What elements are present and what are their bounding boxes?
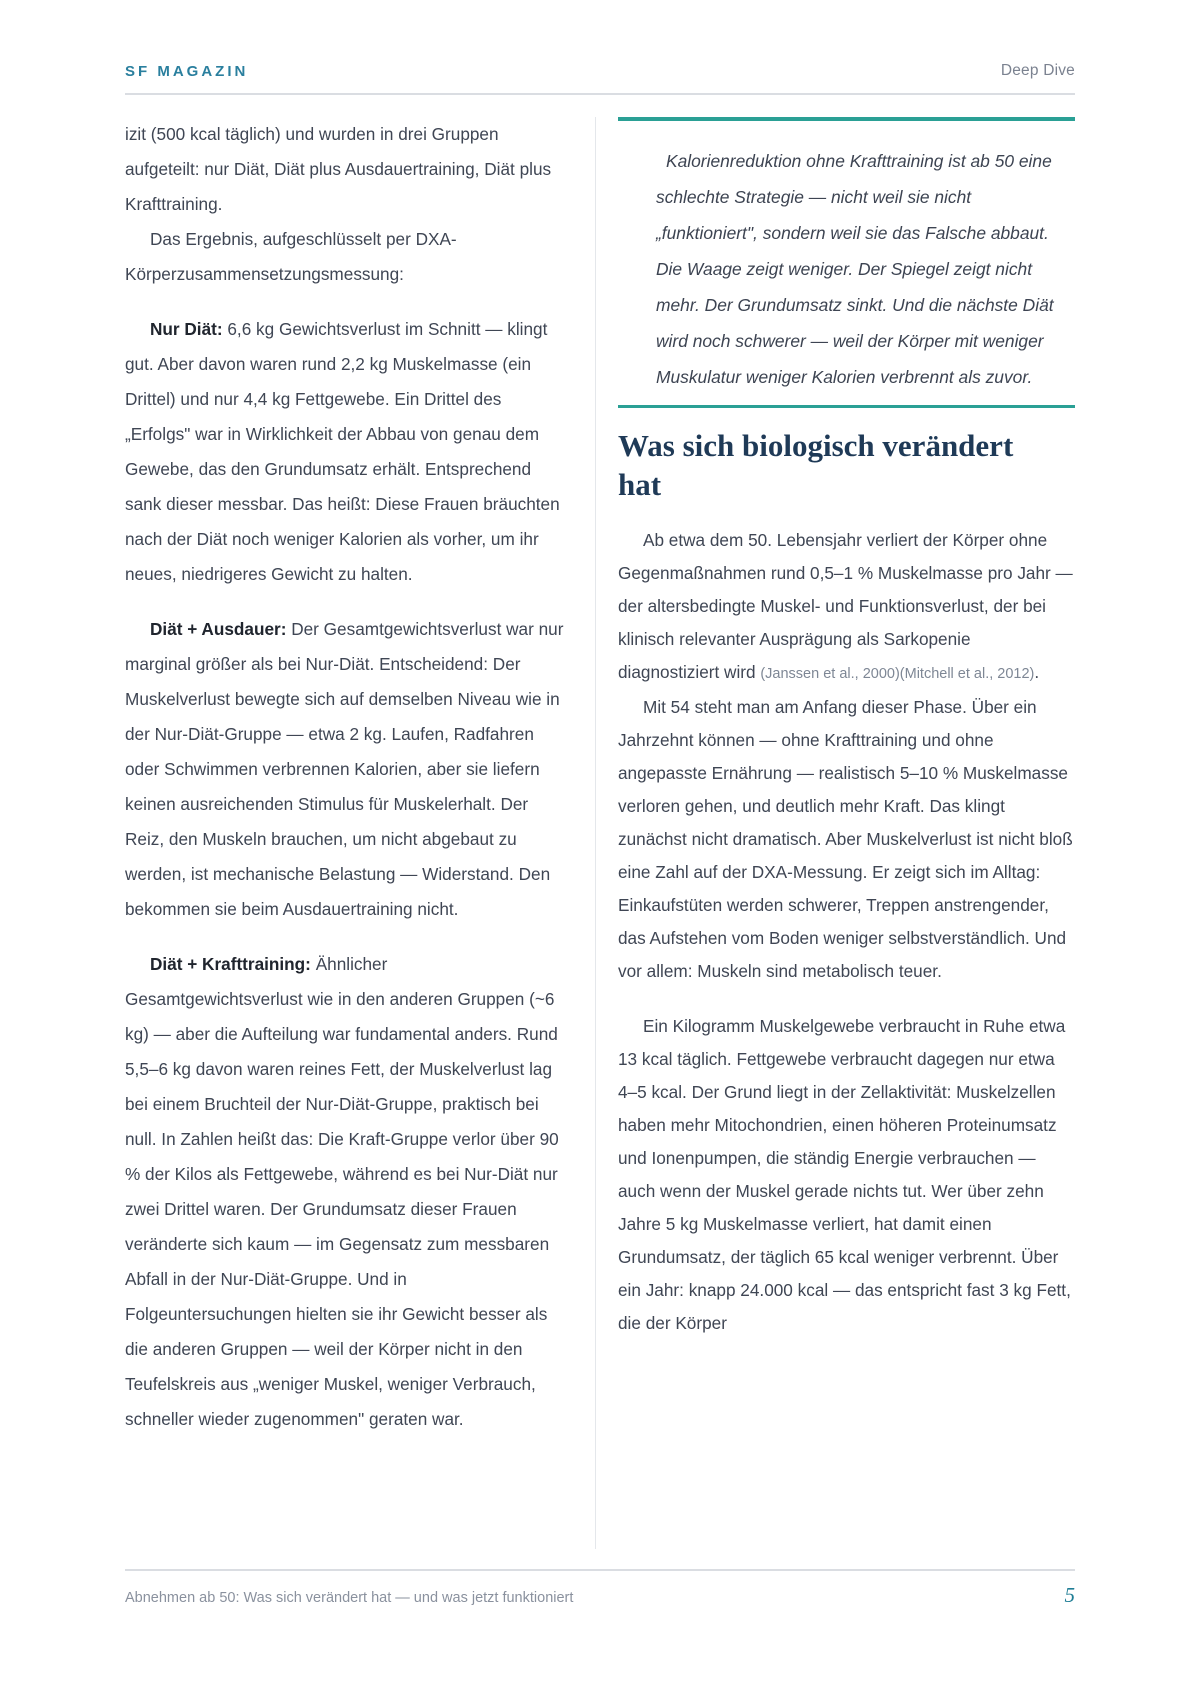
paragraph-lead-diaet-krafttraining: Diät + Krafttraining: — [150, 954, 311, 974]
body-paragraph: Mit 54 steht man am Anfang dieser Phase. Über ein Jahrzehnt können — ohne Krafttraining und ohne angepasste Ernährung — realistisch 5–10 % Muskelmasse verloren gehen, und deutlich mehr Kraft. Das klingt zunächst nicht dramatisch. Aber Muskelverlust ist nicht bloß eine Zahl auf der DXA-Messung. Er zeigt sich im Alltag: Einkaufstüten werden schwerer, Treppen anstrengender, das Aufstehen vom Boden weniger selbstverständlich. Und vor allem: Muskeln sind metabolisch teuer. — [618, 697, 1073, 981]
article-columns — [125, 117, 1075, 1549]
paragraph-text: Ab etwa dem 50. Lebensjahr verliert der Körper ohne Gegenmaßnahmen rund 0,5–1 % Muskelmasse pro Jahr — der altersbedingte Muskel- und Funktionsverlust, der bei klinisch relevanter Ausprägung als Sarkopenie diagnostiziert wird — [618, 530, 1073, 682]
body-paragraph — [618, 524, 1075, 691]
paragraph-lead-diaet-ausdauer: Diät + Ausdauer: — [150, 619, 287, 639]
page-footer — [125, 1569, 1075, 1608]
page-number: 5 — [1064, 1583, 1075, 1607]
pull-quote — [618, 117, 1075, 408]
body-paragraph — [125, 312, 565, 592]
body-paragraph — [125, 947, 565, 1437]
pull-quote-text: Kalorienreduktion ohne Krafttraining ist ab 50 eine schlechte Strategie — nicht weil sie nicht „funktioniert", sondern weil sie das Falsche abbaut. Die Waage zeigt weniger. Der Spiegel zeigt nicht mehr. Der Grundumsatz sinkt. Und die nächste Diät wird noch schwerer — weil der Körper mit weniger Muskulatur weniger Kalorien verbrennt als zuvor. — [656, 151, 1054, 387]
page-header — [125, 0, 1075, 95]
body-paragraph: Das Ergebnis, aufgeschlüsselt per DXA-Körperzusammensetzungsmessung: — [125, 229, 457, 284]
footer-article-title: Abnehmen ab 50: Was sich verändert hat — und was jetzt funktioniert — [125, 1590, 574, 1606]
body-paragraph: Ein Kilogramm Muskelgewebe verbraucht in Ruhe etwa 13 kcal täglich. Fettgewebe verbraucht dagegen nur etwa 4–5 kcal. Der Grund liegt in der Zellaktivität: Muskelzellen haben mehr Mitochondrien, einen höheren Proteinumsatz und Ionenpumpen, die ständig Energie verbrauchen — auch wenn der Muskel gerade nichts tut. Wer über zehn Jahre 5 kg Muskelmasse verliert, hat damit einen Grundumsatz, der täglich 65 kcal weniger verbrennt. Über ein Jahr: knapp 24.000 kcal — das entspricht fast 3 kg Fett, die der Körper — [618, 1016, 1071, 1333]
paragraph-text: 6,6 kg Gewichtsverlust im Schnitt — klingt gut. Aber davon waren rund 2,2 kg Muskelmasse (ein Drittel) und nur 4,4 kg Fettgewebe. Ein Drittel des „Erfolgs" war in Wirklichkeit der Abbau von genau dem Gewebe, das den Grundumsatz erhält. Entsprechend sank dieser messbar. Das heißt: Diese Frauen bräuchten nach der Diät noch weniger Kalorien als vorher, um ihr neues, niedrigeres Gewicht zu halten. — [125, 319, 560, 584]
body-paragraph: izit (500 kcal täglich) und wurden in drei Gruppen aufgeteilt: nur Diät, Diät plus Ausdauertraining, Diät plus Krafttraining. — [125, 124, 552, 214]
citation-references: (Janssen et al., 2000)(Mitchell et al., 2012) — [760, 666, 1035, 682]
magazine-brand: SF MAGAZIN — [125, 63, 249, 80]
paragraph-text: . — [1034, 662, 1040, 682]
left-column — [125, 117, 595, 1549]
paragraph-lead-nur-diaet: Nur Diät: — [150, 319, 223, 339]
section-heading: Was sich biologisch verändert hat — [618, 428, 1014, 502]
body-paragraph — [125, 612, 565, 927]
paragraph-text: Der Gesamtgewichtsverlust war nur marginal größer als bei Nur-Diät. Entscheidend: Der Muskelverlust bewegte sich auf demselben Niveau wie in der Nur-Diät-Gruppe — etwa 2 kg. Laufen, Radfahren oder Schwimmen verbrennen Kalorien, aber sie liefern keinen ausreichenden Stimulus für Muskelerhalt. Der Reiz, den Muskeln brauchen, um nicht abgebaut zu werden, ist mechanische Belastung — Widerstand. Den bekommen sie beim Ausdauertraining nicht. — [125, 619, 564, 919]
section-label: Deep Dive — [1000, 62, 1075, 79]
paragraph-text: Ähnlicher Gesamtgewichtsverlust wie in den anderen Gruppen (~6 kg) — aber die Aufteilung war fundamental anders. Rund 5,5–6 kg davon waren reines Fett, der Muskelverlust lag bei einem Bruchteil der Nur-Diät-Gruppe, praktisch bei null. In Zahlen heißt das: Die Kraft-Gruppe verlor über 90 % der Kilos als Fettgewebe, während es bei Nur-Diät nur zwei Drittel waren. Der Grundumsatz dieser Frauen veränderte sich kaum — im Gegensatz zum messbaren Abfall in der Nur-Diät-Gruppe. Und in Folgeuntersuchungen hielten sie ihr Gewicht besser als die anderen Gruppen — weil der Körper nicht in den Teufelskreis aus „weniger Muskel, weniger Verbrauch, schneller wieder zugenommen" geraten war. — [125, 954, 559, 1429]
right-column — [595, 117, 1075, 1549]
